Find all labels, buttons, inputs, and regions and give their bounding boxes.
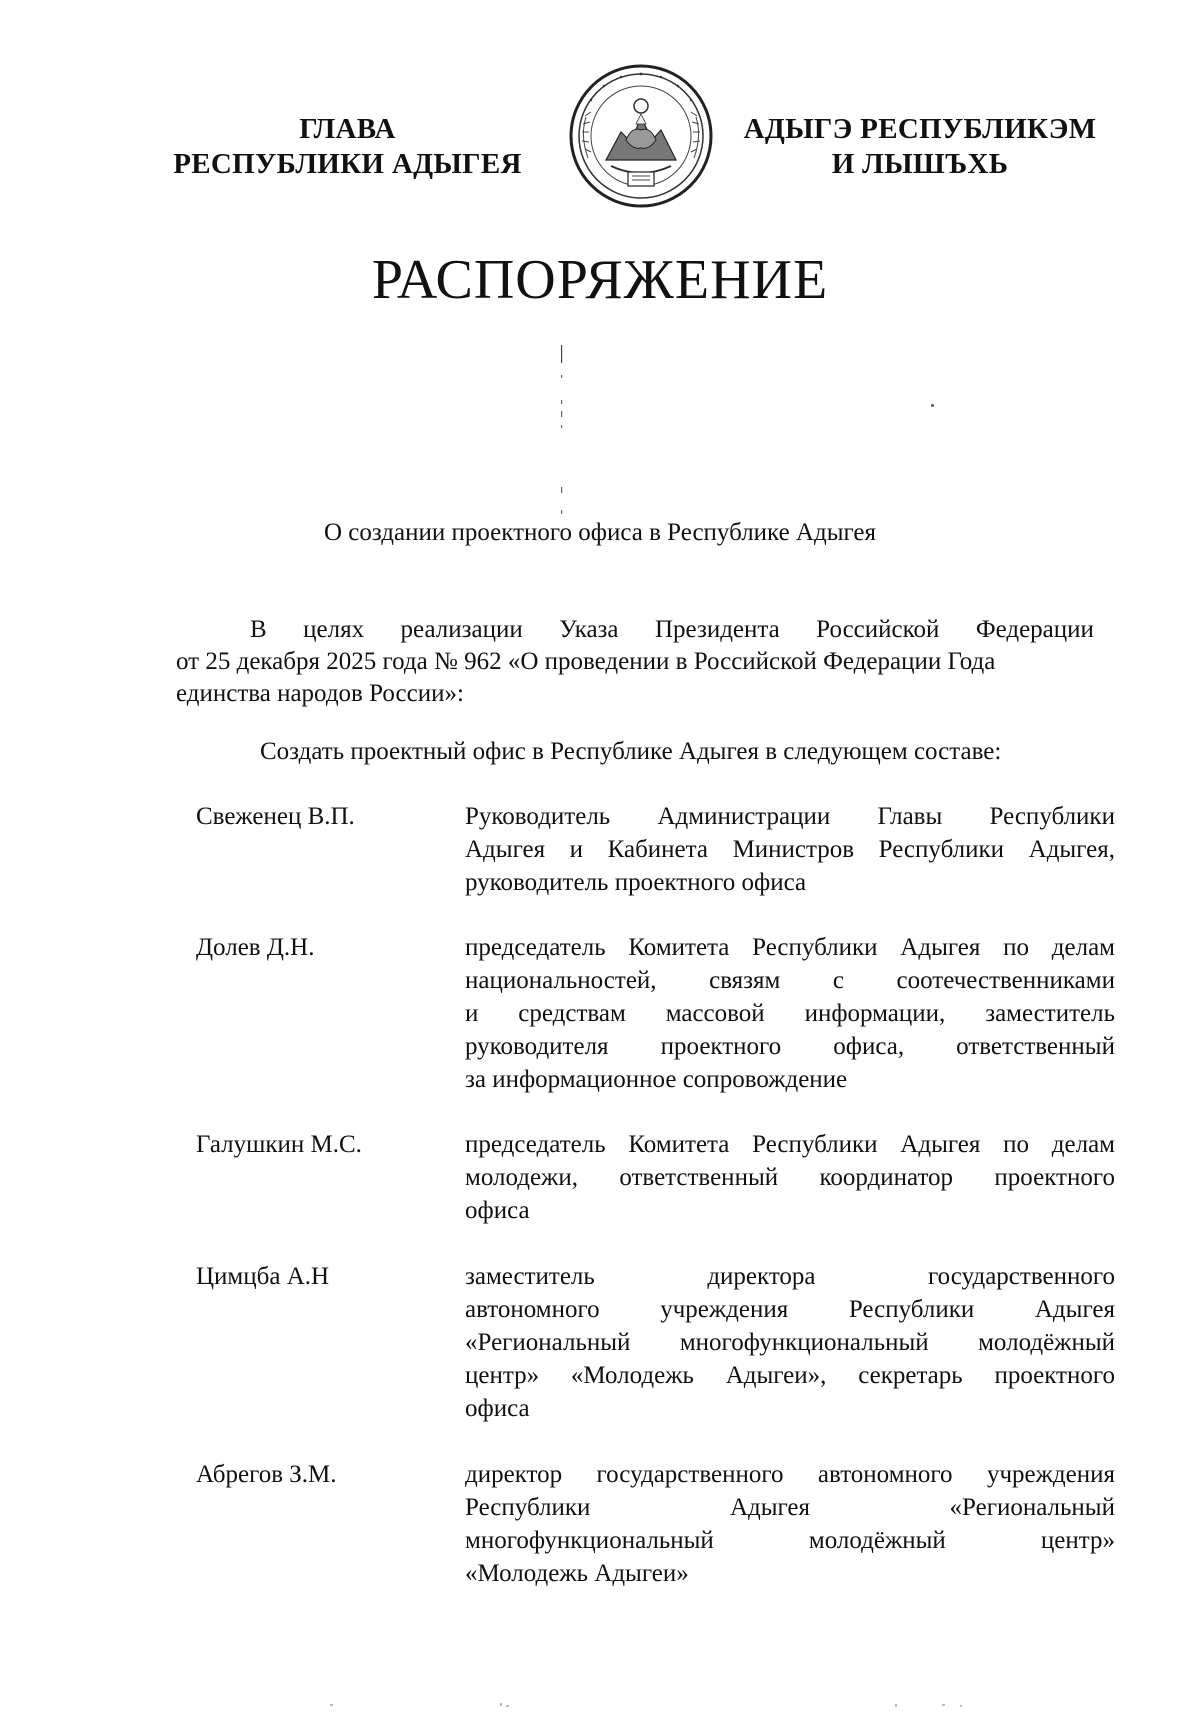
preamble-word: Указа — [559, 616, 619, 643]
member-role-word: делам — [1051, 934, 1115, 961]
member-role-word: руководитель проектного офиса — [465, 869, 807, 896]
preamble-word: реализации — [400, 616, 523, 643]
member-role-word: многофункциональный — [679, 1329, 929, 1356]
member-role-word: делам — [1051, 1131, 1115, 1158]
document-type-title: РАСПОРЯЖЕНИЕ — [371, 249, 829, 311]
scan-speck — [931, 404, 934, 407]
header-left-line-2: РЕСПУБЛИКИ АДЫГЕЯ — [173, 148, 522, 180]
preamble-line-1 — [176, 614, 1094, 646]
member-role-word: и — [465, 1000, 479, 1027]
member-role-word: проектного — [660, 1033, 782, 1060]
member-role-line — [465, 931, 1115, 964]
member-role-word: массовой — [665, 1000, 765, 1027]
member-role-word: председатель — [465, 934, 606, 961]
header-left-line-1: ГЛАВА — [299, 113, 396, 145]
member-role-word: директора — [707, 1263, 816, 1290]
preamble-word: Российской — [816, 616, 940, 643]
member-role-line — [465, 1557, 1115, 1590]
header-right-line-1: АДЫГЭ РЕСПУБЛИКЭМ — [743, 113, 1097, 145]
member-role-word: «Региональный — [465, 1329, 631, 1356]
member-role-word: молодёжный — [808, 1527, 946, 1554]
member-role-word: соотечественниками — [896, 967, 1115, 994]
member-role — [465, 1458, 1115, 1590]
member-role-word: «Региональный — [949, 1494, 1115, 1521]
member-role-line — [465, 833, 1115, 866]
member-role-word: центр» — [465, 1362, 540, 1389]
member-role-line — [465, 1293, 1115, 1326]
member-role-word: автономного — [465, 1296, 600, 1323]
member-role-word: с — [832, 967, 844, 994]
member-role-line — [465, 1326, 1115, 1359]
member-role-word: Главы — [877, 803, 943, 830]
member-role — [465, 931, 1115, 1096]
member-role-word: Администрации — [657, 803, 831, 830]
member-role-word: государственного — [928, 1263, 1115, 1290]
member-role-word: Республики — [848, 1296, 975, 1323]
member-role-line — [465, 1359, 1115, 1392]
member-role-word: директор — [465, 1461, 563, 1488]
member-role-word: руководителя — [465, 1033, 609, 1060]
member-role-word: Комитета — [628, 934, 730, 961]
document-subject: О создании проектного офиса в Республике Адыгея — [323, 519, 877, 546]
member-role-word: офиса, — [833, 1033, 905, 1060]
member-name: Цимцба А.Н — [196, 1263, 330, 1290]
header-right-line-2: И ЛЫШЪХЬ — [831, 148, 1009, 180]
member-role-word: заместитель — [465, 1263, 595, 1290]
member-name: Долев Д.Н. — [196, 934, 315, 961]
preamble-word: Федерации — [975, 616, 1094, 643]
member-role-line — [465, 964, 1115, 997]
member-role-word: Министров — [732, 836, 855, 863]
member-role-word: информации, — [804, 1000, 946, 1027]
member-role-word: Республики — [752, 1131, 878, 1158]
member-role-word: по — [1003, 1131, 1030, 1158]
scan-marks — [560, 345, 564, 520]
header-right-title — [740, 112, 1100, 182]
member-name: Галушкин М.С. — [196, 1131, 362, 1158]
preamble-paragraph — [176, 614, 1094, 710]
member-role-word: Республики — [989, 803, 1115, 830]
order-text: Создать проектный офис в Республике Адыгея в следующем составе: — [260, 738, 1002, 765]
member-role-word: ответственный — [619, 1164, 779, 1191]
member-role-word: Кабинета — [607, 836, 708, 863]
member-role-word: многофункциональный — [465, 1527, 714, 1554]
member-role-word: Руководитель — [465, 803, 611, 830]
member-role-word: офиса — [465, 1395, 530, 1422]
member-role-word: ответственный — [956, 1033, 1115, 1060]
member-role — [465, 1128, 1115, 1227]
member-role-word: Адыгеи», — [725, 1362, 827, 1389]
member-role-word: средствам — [518, 1000, 626, 1027]
member-role-word: Республики — [878, 836, 1005, 863]
member-role-word: Адыгея — [900, 934, 981, 961]
member-role-word: и — [569, 836, 584, 863]
member-role-word: Комитета — [628, 1131, 730, 1158]
member-role-word: Адыгея — [465, 836, 546, 863]
member-role-line — [465, 800, 1115, 833]
member-role-word: Республики — [752, 934, 878, 961]
member-role-word: по — [1003, 934, 1030, 961]
preamble-line-3: единства народов России»: — [176, 680, 464, 707]
member-name: Абрегов З.М. — [196, 1461, 337, 1488]
member-role — [465, 800, 1115, 899]
member-role-word: центр» — [1040, 1527, 1115, 1554]
member-role-word: «Молодежь Адыгеи» — [465, 1560, 689, 1587]
preamble-word: Президента — [654, 616, 780, 643]
member-role-line — [465, 1392, 1115, 1425]
member-role-word: Республики — [465, 1494, 591, 1521]
member-role-line — [465, 1128, 1115, 1161]
member-role-word: проектного — [994, 1164, 1115, 1191]
member-role-word: Адыгея — [729, 1494, 811, 1521]
member-role-line — [465, 1491, 1115, 1524]
member-role-word: молодежи, — [465, 1164, 578, 1191]
member-role — [465, 1260, 1115, 1425]
member-role-line — [465, 866, 1115, 899]
member-role-word: председатель — [465, 1131, 606, 1158]
member-role-word: учреждения — [660, 1296, 789, 1323]
preamble-line-2: от 25 декабря 2025 года № 962 «О проведении в Российской Федерации Года — [176, 648, 996, 675]
member-role-line — [465, 1063, 1115, 1096]
member-role-word: Адыгея, — [1028, 836, 1115, 863]
header-left-title — [170, 112, 525, 182]
preamble-word: целях — [303, 616, 365, 643]
member-role-word: за информационное сопровождение — [465, 1066, 848, 1093]
member-role-word: проектного — [994, 1362, 1115, 1389]
member-role-line — [465, 1524, 1115, 1557]
coat-of-arms-icon — [566, 62, 716, 210]
member-role-word: Адыгея — [1034, 1296, 1115, 1323]
member-role-word: связям — [709, 967, 781, 994]
member-role-line — [465, 1458, 1115, 1491]
member-role-word: Адыгея — [900, 1131, 981, 1158]
member-role-line — [465, 1030, 1115, 1063]
member-role-word: учреждения — [986, 1461, 1115, 1488]
member-role-word: заместитель — [985, 1000, 1115, 1027]
preamble-word: В — [250, 616, 267, 643]
member-role-word: офиса — [465, 1197, 530, 1224]
scan-footer-noise — [0, 1700, 1200, 1712]
member-role-word: секретарь — [858, 1362, 963, 1389]
member-role-line — [465, 1260, 1115, 1293]
member-name: Свеженец В.П. — [196, 803, 355, 830]
member-role-line — [465, 1161, 1115, 1194]
member-role-word: национальностей, — [465, 967, 657, 994]
member-role-word: координатор — [819, 1164, 954, 1191]
member-role-line — [465, 997, 1115, 1030]
member-role-word: молодёжный — [978, 1329, 1115, 1356]
member-role-word: государственного — [596, 1461, 784, 1488]
member-role-word: автономного — [817, 1461, 953, 1488]
member-role-word: «Молодежь — [570, 1362, 694, 1389]
member-role-line — [465, 1194, 1115, 1227]
